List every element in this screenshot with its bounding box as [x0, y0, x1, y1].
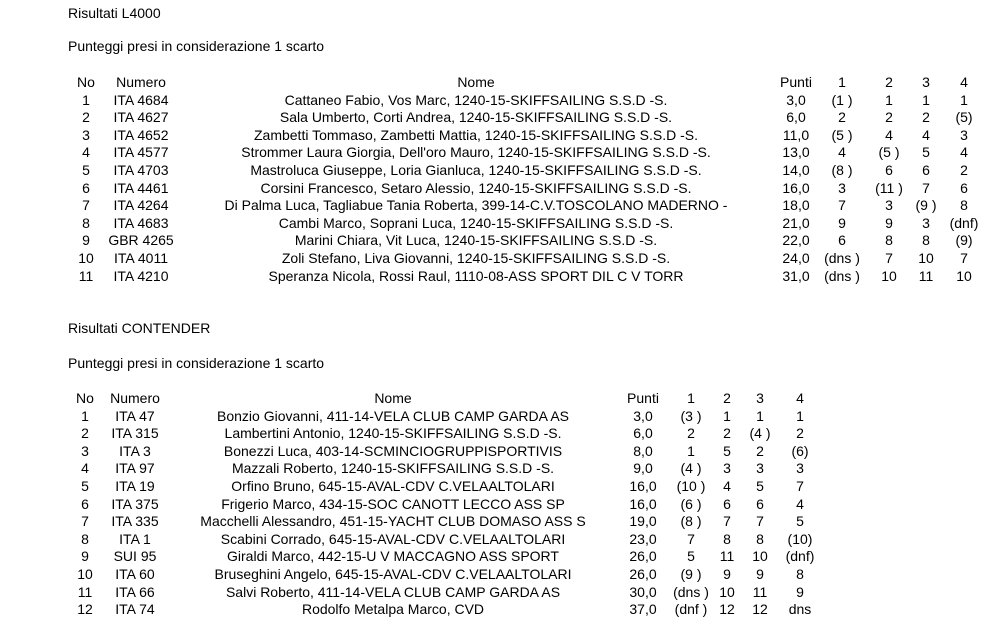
cell-race-1: (3 ) — [680, 407, 702, 424]
cell-race-2: 9 — [885, 214, 893, 231]
table-row — [70, 197, 990, 215]
table-row — [70, 584, 822, 602]
table-header-row — [70, 74, 990, 92]
header-race-1: 1 — [687, 390, 695, 406]
cell-race-2: 7 — [885, 249, 893, 266]
table-row — [70, 250, 990, 268]
cell-race-2: 2 — [885, 109, 893, 126]
cell-race-1: (10 ) — [676, 477, 706, 494]
cell-race-2: 11 — [719, 548, 735, 565]
results-table-l4000 — [70, 74, 990, 285]
cell-race-3: 7 — [922, 179, 930, 196]
cell-no: 8 — [81, 530, 89, 547]
cell-race-1: 2 — [838, 109, 846, 126]
table-row — [70, 268, 990, 286]
section-title-l4000: Risultati L4000 — [68, 5, 161, 21]
cell-race-2: 1 — [885, 91, 893, 108]
cell-points: 24,0 — [782, 249, 810, 266]
cell-race-4: 4 — [960, 144, 968, 161]
cell-race-3: 7 — [756, 513, 764, 530]
cell-sail-number: ITA 4577 — [113, 144, 169, 161]
cell-no: 10 — [78, 249, 94, 266]
cell-crew-club: Corsini Francesco, Setaro Alessio, 1240-15-SKIFFSAILING S.S.D -S. — [260, 179, 692, 196]
cell-sail-number: ITA 47 — [115, 407, 155, 424]
cell-race-1: (dns ) — [824, 267, 860, 284]
cell-race-2: 4 — [885, 126, 893, 143]
cell-no: 4 — [81, 460, 89, 477]
cell-sail-number: SUI 95 — [113, 548, 157, 565]
cell-race-4: 6 — [960, 179, 968, 196]
table-row — [70, 408, 822, 426]
cell-sail-number: ITA 97 — [115, 460, 155, 477]
table-row — [70, 443, 822, 461]
cell-no: 7 — [81, 513, 89, 530]
cell-no: 11 — [78, 267, 94, 284]
header-race-4: 4 — [960, 74, 968, 90]
header-race-3: 3 — [756, 390, 764, 406]
cell-race-4: 1 — [960, 91, 968, 108]
cell-race-1: 1 — [687, 442, 695, 459]
cell-sail-number: GBR 4265 — [108, 232, 174, 249]
header-race-2: 2 — [723, 390, 731, 406]
header-race-1: 1 — [838, 74, 846, 90]
cell-race-1: (8 ) — [831, 161, 853, 178]
cell-no: 9 — [81, 548, 89, 565]
cell-race-4: 8 — [960, 197, 968, 214]
cell-race-1: (dns ) — [824, 249, 860, 266]
cell-no: 6 — [82, 179, 90, 196]
cell-race-1: 3 — [838, 179, 846, 196]
cell-no: 4 — [82, 144, 90, 161]
cell-race-4: 10 — [956, 267, 972, 284]
cell-race-4: 8 — [796, 565, 804, 582]
header-race-4: 4 — [796, 390, 804, 406]
cell-race-4: (9) — [955, 232, 973, 249]
cell-crew-club: Bonzio Giovanni, 411-14-VELA CLUB CAMP GARDA AS — [217, 407, 569, 424]
cell-race-2: 1 — [723, 407, 731, 424]
cell-sail-number: ITA 4011 — [114, 249, 168, 266]
cell-crew-club: Frigerio Marco, 434-15-SOC CANOTT LECCO ASS SP — [221, 495, 565, 512]
cell-race-3: 10 — [918, 249, 934, 266]
table-header-row — [70, 390, 822, 408]
header-race-2: 2 — [885, 74, 893, 90]
cell-points: 23,0 — [629, 530, 657, 547]
table-row — [70, 548, 822, 566]
cell-no: 10 — [77, 565, 93, 582]
cell-sail-number: ITA 315 — [111, 425, 159, 442]
cell-points: 26,0 — [629, 565, 657, 582]
cell-race-1: 7 — [687, 530, 695, 547]
cell-crew-club: Salvi Roberto, 411-14-VELA CLUB CAMP GARDA AS — [225, 583, 561, 600]
cell-race-2: 12 — [719, 601, 735, 618]
cell-race-3: (9 ) — [915, 197, 937, 214]
table-row — [70, 513, 822, 531]
cell-race-4: (10) — [787, 530, 813, 547]
header-punti: Punti — [780, 74, 812, 90]
cell-sail-number: ITA 4652 — [113, 126, 169, 143]
table-row — [70, 92, 990, 110]
cell-crew-club: Sala Umberto, Corti Andrea, 1240-15-SKIFFSAILING S.S.D -S. — [279, 109, 673, 126]
cell-points: 8,0 — [633, 442, 653, 459]
cell-points: 13,0 — [782, 144, 810, 161]
table-row — [70, 144, 990, 162]
cell-race-1: 5 — [687, 548, 695, 565]
cell-points: 22,0 — [782, 232, 810, 249]
table-row — [70, 460, 822, 478]
cell-sail-number: ITA 4627 — [113, 109, 169, 126]
cell-sail-number: ITA 4703 — [113, 161, 169, 178]
header-numero: Numero — [116, 74, 166, 90]
cell-race-1: 4 — [838, 144, 846, 161]
cell-crew-club: Di Palma Luca, Tagliabue Tania Roberta, 399-14-C.V.TOSCOLANO MADERNO - — [224, 197, 728, 214]
cell-sail-number: ITA 60 — [115, 565, 155, 582]
cell-race-2: 6 — [723, 495, 731, 512]
cell-sail-number: ITA 74 — [115, 601, 155, 618]
cell-race-1: (dns ) — [673, 583, 709, 600]
cell-crew-club: Strommer Laura Giorgia, Dell'oro Mauro, 1240-15-SKIFFSAILING S.S.D -S. — [241, 144, 711, 161]
cell-points: 9,0 — [633, 460, 653, 477]
cell-race-4: (5) — [955, 109, 973, 126]
cell-race-3: 6 — [756, 495, 764, 512]
cell-race-4: dns — [788, 601, 812, 618]
cell-points: 31,0 — [782, 267, 810, 284]
cell-race-3: 8 — [922, 232, 930, 249]
cell-race-4: 4 — [796, 495, 804, 512]
cell-race-1: 9 — [838, 214, 846, 231]
cell-no: 8 — [82, 214, 90, 231]
results-table-contender — [70, 390, 822, 619]
cell-race-3: 5 — [922, 144, 930, 161]
cell-race-1: (9 ) — [680, 565, 702, 582]
cell-race-3: 1 — [756, 407, 764, 424]
cell-race-2: 6 — [885, 161, 893, 178]
cell-race-3: 1 — [922, 91, 930, 108]
cell-race-2: (11 ) — [875, 179, 903, 196]
cell-race-2: (5 ) — [878, 144, 900, 161]
discard-note-contender: Punteggi presi in considerazione 1 scarto — [68, 355, 325, 371]
cell-race-2: 10 — [881, 267, 897, 284]
cell-race-2: 7 — [723, 513, 731, 530]
cell-sail-number: ITA 3 — [119, 442, 151, 459]
cell-crew-club: Giraldi Marco, 442-15-U V MACCAGNO ASS SPORT — [227, 548, 559, 565]
cell-race-2: 9 — [723, 565, 731, 582]
table-row — [70, 425, 822, 443]
header-punti: Punti — [627, 390, 659, 406]
cell-sail-number: ITA 19 — [115, 477, 155, 494]
cell-race-2: 8 — [885, 232, 893, 249]
cell-race-3: 3 — [922, 214, 930, 231]
cell-crew-club: Mazzali Roberto, 1240-15-SKIFFSAILING S.S.D -S. — [231, 460, 555, 477]
cell-sail-number: ITA 1 — [119, 530, 151, 547]
header-no: No — [76, 390, 94, 406]
cell-race-3: 9 — [756, 565, 764, 582]
cell-race-4: 1 — [796, 407, 804, 424]
cell-sail-number: ITA 335 — [111, 513, 159, 530]
cell-race-4: 7 — [796, 477, 804, 494]
cell-race-2: 2 — [723, 425, 731, 442]
table-row — [70, 566, 822, 584]
header-nome: Nome — [374, 390, 412, 406]
cell-sail-number: ITA 4683 — [113, 214, 169, 231]
cell-race-2: 3 — [885, 197, 893, 214]
cell-crew-club: Marini Chiara, Vit Luca, 1240-15-SKIFFSAILING S.S.D -S. — [294, 232, 658, 249]
cell-crew-club: Speranza Nicola, Rossi Raul, 1110-08-ASS SPORT DIL C V TORR — [268, 267, 684, 284]
cell-race-3: 8 — [756, 530, 764, 547]
cell-crew-club: Cattaneo Fabio, Vos Marc, 1240-15-SKIFFSAILING S.S.D -S. — [284, 91, 668, 108]
cell-no: 7 — [82, 197, 90, 214]
cell-race-1: 2 — [687, 425, 695, 442]
cell-crew-club: Zoli Stefano, Liva Giovanni, 1240-15-SKIFFSAILING S.S.D -S. — [281, 249, 671, 266]
table-row — [70, 496, 822, 514]
cell-sail-number: ITA 66 — [115, 583, 155, 600]
table-row — [70, 162, 990, 180]
cell-no: 2 — [82, 109, 90, 126]
cell-no: 3 — [81, 442, 89, 459]
cell-crew-club: Lambertini Antonio, 1240-15-SKIFFSAILING S.S.D -S. — [224, 425, 562, 442]
cell-crew-club: Zambetti Tommaso, Zambetti Mattia, 1240-15-SKIFFSAILING S.S.D -S. — [253, 126, 698, 143]
cell-points: 21,0 — [782, 214, 810, 231]
cell-race-2: 4 — [723, 477, 731, 494]
cell-race-4: (dnf) — [949, 214, 979, 231]
cell-crew-club: Mastroluca Giuseppe, Loria Gianluca, 1240-15-SKIFFSAILING S.S.D -S. — [250, 161, 702, 178]
cell-race-1: (dnf ) — [674, 601, 708, 618]
cell-race-1: (6 ) — [680, 495, 702, 512]
cell-crew-club: Rodolfo Metalpa Marco, CVD — [301, 601, 485, 618]
cell-sail-number: ITA 4264 — [113, 197, 169, 214]
cell-race-4: 5 — [796, 513, 804, 530]
cell-race-1: (4 ) — [680, 460, 702, 477]
cell-race-4: 3 — [960, 126, 968, 143]
cell-race-3: 5 — [756, 477, 764, 494]
cell-crew-club: Bruseghini Angelo, 645-15-AVAL-CDV C.VELAALTOLARI — [214, 565, 572, 582]
cell-points: 3,0 — [633, 407, 653, 424]
cell-race-2: 8 — [723, 530, 731, 547]
cell-points: 16,0 — [782, 179, 810, 196]
header-numero: Numero — [110, 390, 160, 406]
cell-sail-number: ITA 4461 — [113, 179, 169, 196]
table-row — [70, 180, 990, 198]
header-nome: Nome — [457, 74, 495, 90]
cell-points: 19,0 — [629, 513, 657, 530]
cell-no: 5 — [82, 161, 90, 178]
cell-race-1: (1 ) — [831, 91, 853, 108]
cell-race-3: 2 — [756, 442, 764, 459]
header-no: No — [77, 74, 95, 90]
cell-points: 14,0 — [782, 161, 810, 178]
table-row — [70, 215, 990, 233]
table-row — [70, 109, 990, 127]
cell-race-4: 7 — [960, 249, 968, 266]
cell-points: 30,0 — [629, 583, 657, 600]
discard-note-l4000: Punteggi presi in considerazione 1 scarto — [68, 38, 325, 54]
cell-race-3: 6 — [922, 161, 930, 178]
cell-sail-number: ITA 4210 — [113, 267, 169, 284]
cell-no: 12 — [77, 601, 93, 618]
cell-race-2: 3 — [723, 460, 731, 477]
cell-crew-club: Cambi Marco, Soprani Luca, 1240-15-SKIFFSAILING S.S.D -S. — [278, 214, 674, 231]
cell-points: 26,0 — [629, 548, 657, 565]
cell-race-3: 12 — [752, 601, 768, 618]
cell-race-2: 5 — [723, 442, 731, 459]
table-row — [70, 601, 822, 619]
cell-race-3: 2 — [922, 109, 930, 126]
header-race-3: 3 — [922, 74, 930, 90]
cell-race-4: 9 — [796, 583, 804, 600]
cell-no: 3 — [82, 126, 90, 143]
cell-race-3: 10 — [752, 548, 768, 565]
cell-race-3: 3 — [756, 460, 764, 477]
cell-race-2: 10 — [719, 583, 735, 600]
cell-crew-club: Bonezzi Luca, 403-14-SCMINCIOGRUPPISPORTIVIS — [223, 442, 563, 459]
cell-sail-number: ITA 375 — [111, 495, 159, 512]
cell-no: 1 — [81, 407, 89, 424]
cell-race-4: 3 — [796, 460, 804, 477]
table-row — [70, 478, 822, 496]
cell-race-1: 6 — [838, 232, 846, 249]
cell-points: 16,0 — [629, 477, 657, 494]
cell-no: 2 — [81, 425, 89, 442]
cell-points: 37,0 — [629, 601, 657, 618]
cell-crew-club: Orfino Bruno, 645-15-AVAL-CDV C.VELAALTOLARI — [231, 477, 555, 494]
cell-points: 6,0 — [633, 425, 653, 442]
table-row — [70, 127, 990, 145]
cell-sail-number: ITA 4684 — [113, 91, 169, 108]
cell-points: 11,0 — [782, 126, 810, 143]
cell-race-1: (5 ) — [831, 126, 853, 143]
table-row — [70, 531, 822, 549]
cell-race-3: 4 — [922, 126, 930, 143]
cell-points: 6,0 — [786, 109, 806, 126]
cell-points: 3,0 — [786, 91, 806, 108]
cell-race-4: 2 — [960, 161, 968, 178]
cell-race-4: 2 — [796, 425, 804, 442]
cell-race-1: (8 ) — [680, 513, 702, 530]
table-row — [70, 232, 990, 250]
section-title-contender: Risultati CONTENDER — [68, 320, 211, 336]
cell-race-4: (dnf) — [785, 548, 815, 565]
cell-crew-club: Macchelli Alessandro, 451-15-YACHT CLUB DOMASO ASS S — [200, 513, 586, 530]
cell-race-3: (4 ) — [749, 425, 771, 442]
cell-no: 6 — [81, 495, 89, 512]
cell-race-4: (6) — [791, 442, 809, 459]
cell-no: 9 — [82, 232, 90, 249]
cell-crew-club: Scabini Corrado, 645-15-AVAL-CDV C.VELAALTOLARI — [220, 530, 566, 547]
cell-race-3: 11 — [918, 267, 934, 284]
cell-race-1: 7 — [838, 197, 846, 214]
cell-no: 11 — [77, 583, 93, 600]
cell-no: 1 — [82, 91, 90, 108]
cell-points: 16,0 — [629, 495, 657, 512]
cell-points: 18,0 — [782, 197, 810, 214]
cell-no: 5 — [81, 477, 89, 494]
cell-race-3: 11 — [752, 583, 768, 600]
